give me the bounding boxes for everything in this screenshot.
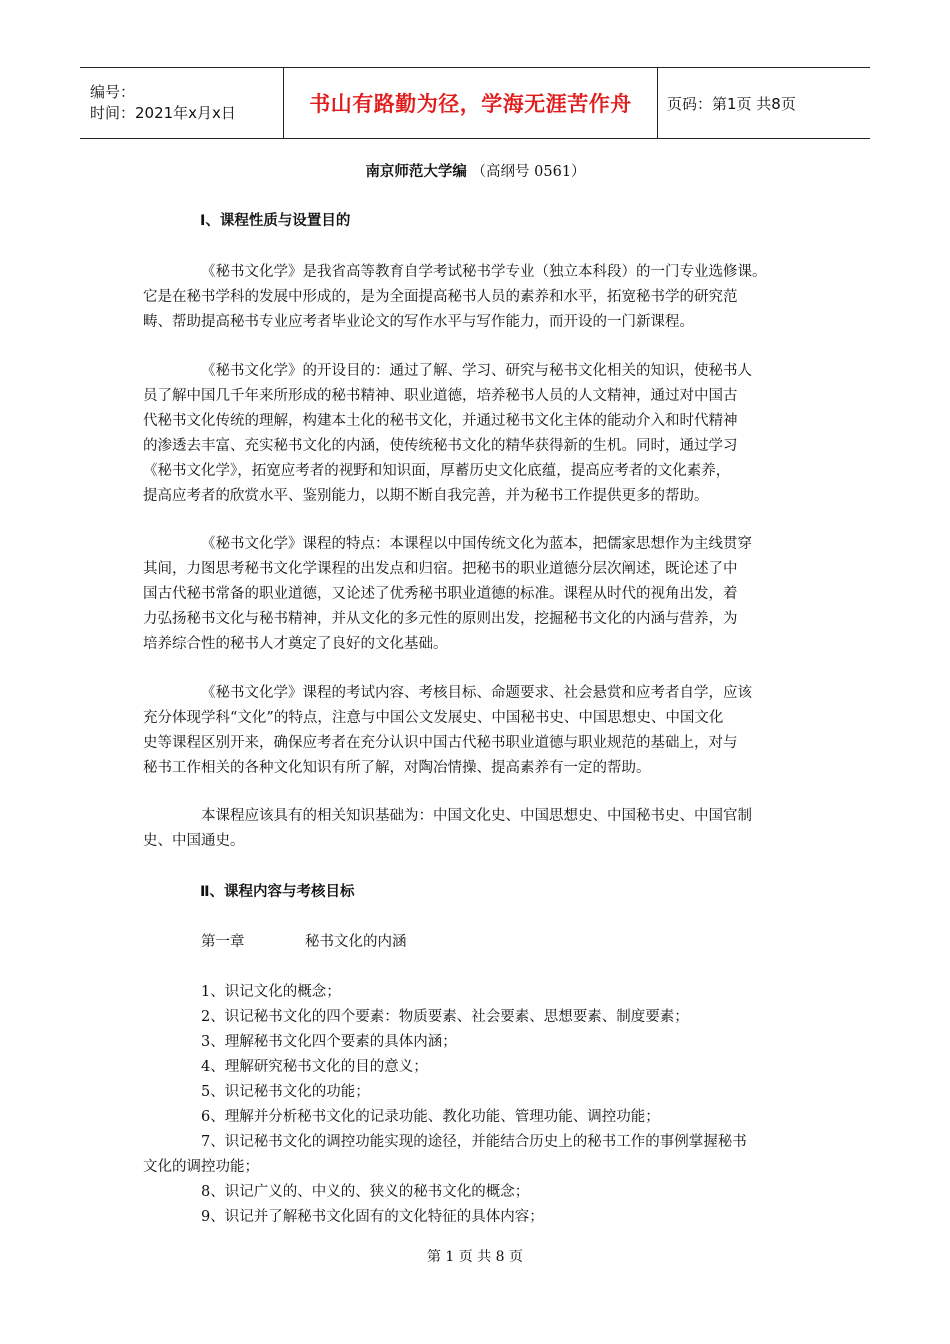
list-item: 1、识记文化的概念； bbox=[201, 984, 341, 1000]
paragraph-2-line: 提高应考者的欣赏水平、鉴别能力，以期不断自我完善，并为秘书工作提供更多的帮助。 bbox=[143, 488, 709, 504]
list-item: 7、识记秘书文化的调控功能实现的途径，并能结合历史上的秘书工作的事例掌握秘书 bbox=[201, 1134, 747, 1150]
paragraph-2-line: 代秘书文化传统的理解，构建本土化的秘书文化，并通过秘书文化主体的能动介入和时代精神 bbox=[143, 413, 738, 429]
title-publisher: 南京师范大学编 bbox=[365, 164, 467, 180]
list-item-continuation: 文化的调控功能； bbox=[143, 1159, 259, 1175]
list-item: 6、理解并分析秘书文化的记录功能、教化功能、管理功能、调控功能； bbox=[201, 1109, 660, 1125]
paragraph-2-line: 《秘书文化学》的开设目的：通过了解、学习、研究与秘书文化相关的知识，使秘书人 bbox=[201, 363, 752, 379]
header-page-cell bbox=[658, 68, 870, 138]
time-label: 时间：2021年x月x日 bbox=[90, 104, 236, 122]
section-heading-1: Ⅰ、课程性质与设置目的 bbox=[200, 213, 351, 229]
chapter-title: 秘书文化的内涵 bbox=[305, 934, 407, 950]
header-motto-cell bbox=[284, 68, 658, 138]
list-item: 9、识记并了解秘书文化固有的文化特征的具体内容； bbox=[201, 1209, 544, 1225]
paragraph-1-line: 它是在秘书学科的发展中形成的，是为全面提高秘书人员的素养和水平，拓宽秘书学的研究范 bbox=[143, 289, 738, 305]
paragraph-3-line: 其间，力图思考秘书文化学课程的出发点和归宿。把秘书的职业道德分层次阐述，既论述了中 bbox=[143, 561, 738, 577]
page-footer: 第 1 页 共 8 页 bbox=[426, 1249, 524, 1265]
paragraph-3-line: 《秘书文化学》课程的特点：本课程以中国传统文化为蓝本，把儒家思想作为主线贯穿 bbox=[201, 536, 752, 552]
list-item: 2、识记秘书文化的四个要素：物质要素、社会要素、思想要素、制度要素； bbox=[201, 1009, 689, 1025]
paragraph-4-line: 史等课程区别开来，确保应考者在充分认识中国古代秘书职业道德与职业规范的基础上，对与 bbox=[143, 735, 738, 751]
paragraph-3-line: 国古代秘书常备的职业道德，又论述了优秀秘书职业道德的标准。课程从时代的视角出发，着 bbox=[143, 586, 738, 602]
paragraph-1-line: 《秘书文化学》是我省高等教育自学考试秘书学专业（独立本科段）的一门专业选修课。 bbox=[201, 264, 767, 280]
list-item: 8、识记广义的、中义的、狭义的秘书文化的概念； bbox=[201, 1184, 530, 1200]
paragraph-5-line: 本课程应该具有的相关知识基础为：中国文化史、中国思想史、中国秘书史、中国官制 bbox=[201, 808, 752, 824]
paragraph-5-line: 史、中国通史。 bbox=[143, 833, 245, 849]
header-table bbox=[80, 67, 870, 139]
page-label: 页码：第1页 共8页 bbox=[667, 94, 796, 113]
paragraph-2-line: 《秘书文化学》，拓宽应考者的视野和知识面，厚蓄历史文化底蕴，提高应考者的文化素养， bbox=[143, 463, 731, 479]
chapter-number: 第一章 bbox=[201, 934, 245, 950]
document-title bbox=[143, 162, 808, 182]
paragraph-1-line: 畴、帮助提高秘书专业应考者毕业论文的写作水平与写作能力，而开设的一门新课程。 bbox=[143, 314, 694, 330]
title-code: （高纲号 0561） bbox=[471, 164, 586, 180]
paragraph-4-line: 充分体现学科“文化”的特点，注意与中国公文发展史、中国秘书史、中国思想史、中国文化 bbox=[143, 710, 724, 726]
paragraph-4-line: 《秘书文化学》课程的考试内容、考核目标、命题要求、社会悬赏和应考者自学，应该 bbox=[201, 685, 752, 701]
paragraph-2-line: 的渗透去丰富、充实秘书文化的内涵，使传统秘书文化的精华获得新的生机。同时，通过学习 bbox=[143, 438, 738, 454]
section-heading-2: Ⅱ、课程内容与考核目标 bbox=[200, 884, 355, 900]
list-item: 4、理解研究秘书文化的目的意义； bbox=[201, 1059, 428, 1075]
paragraph-3-line: 培养综合性的秘书人才奠定了良好的文化基础。 bbox=[143, 636, 448, 652]
list-item: 5、识记秘书文化的功能； bbox=[201, 1084, 370, 1100]
motto: 书山有路勤为径，学海无涯苦作舟 bbox=[309, 92, 632, 116]
list-item: 3、理解秘书文化四个要素的具体内涵； bbox=[201, 1034, 457, 1050]
header-left-cell bbox=[80, 68, 284, 138]
number-label: 编号： bbox=[90, 83, 136, 101]
paragraph-2-line: 员了解中国几千年来所形成的秘书精神、职业道德，培养秘书人员的人文精神，通过对中国古 bbox=[143, 388, 738, 404]
paragraph-4-line: 秘书工作相关的各种文化知识有所了解，对陶冶情操、提高素养有一定的帮助。 bbox=[143, 760, 651, 776]
paragraph-3-line: 力弘扬秘书文化与秘书精神，并从文化的多元性的原则出发，挖掘秘书文化的内涵与营养，为 bbox=[143, 611, 738, 627]
